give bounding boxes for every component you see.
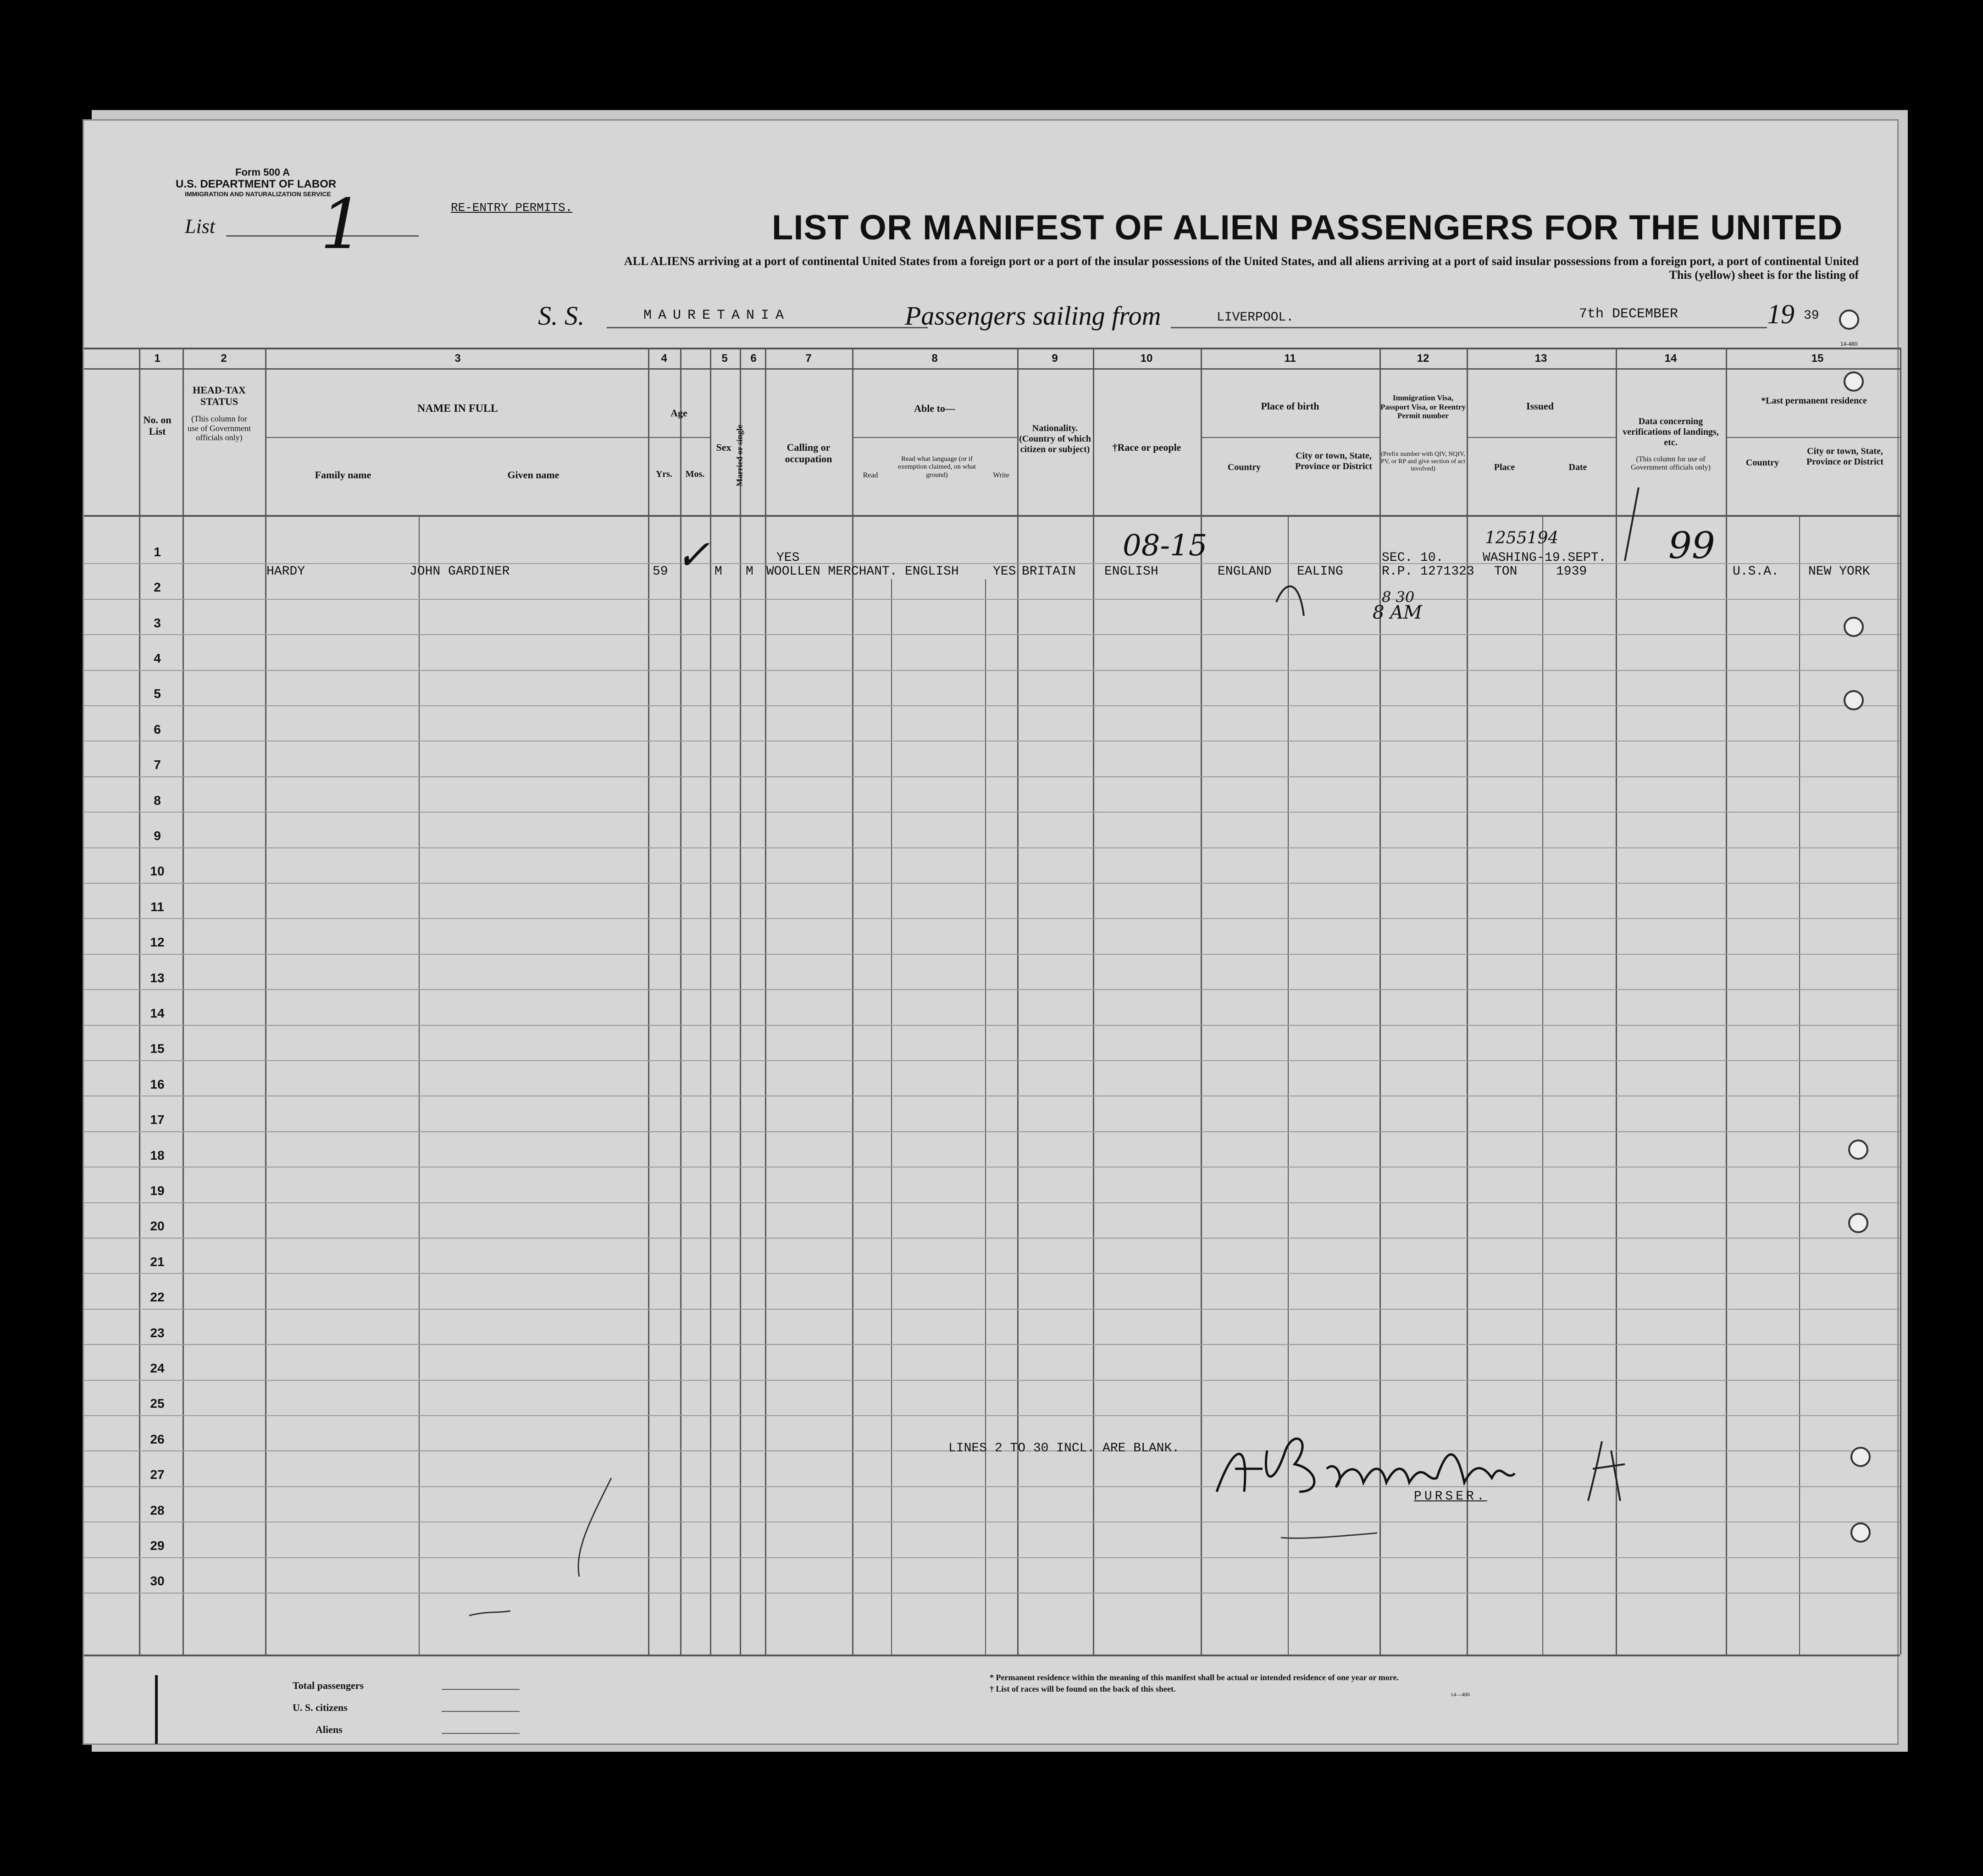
sailing-label: Passengers sailing from — [905, 301, 1161, 331]
footnote-1: * Permanent residence within the meaning of this manifest shall be actual or intended residence of one year or more. — [990, 1673, 1399, 1682]
header-family-name: Family name — [315, 469, 371, 481]
column-number: 14 — [1664, 352, 1677, 365]
row-number: 24 — [150, 1361, 165, 1375]
row-number: 27 — [150, 1467, 165, 1482]
row-number: 22 — [150, 1290, 165, 1304]
reentry-label: RE-ENTRY PERMITS. — [451, 201, 573, 215]
year-prefix: 19 — [1767, 299, 1795, 329]
header-write: Write — [993, 471, 1009, 479]
row-number: 17 — [150, 1112, 165, 1127]
total-passengers-label: Total passengers — [293, 1680, 364, 1691]
header-visa-note: (Prefix number with QIV, NQIV, PV, or RP and give section of act involved) — [1380, 451, 1466, 473]
column-number: 15 — [1811, 352, 1824, 365]
row-number: 14 — [150, 1006, 165, 1020]
row-number: 8 — [154, 793, 161, 808]
row-number: 10 — [150, 864, 165, 878]
footnote-code: 14—480 — [1451, 1691, 1470, 1698]
entry-age-yrs: 59 — [653, 564, 668, 579]
row-number: 29 — [150, 1538, 165, 1553]
aliens-label: Aliens — [316, 1724, 343, 1735]
purser-label: PURSER. — [1414, 1489, 1487, 1504]
row-number: 15 — [150, 1041, 165, 1056]
header-married: Married or single — [735, 425, 744, 487]
subtitle-2: This (yellow) sheet is for the listing of — [1669, 268, 1859, 282]
header-sex: Sex — [716, 442, 731, 453]
row-number: 26 — [150, 1432, 165, 1446]
header-data-verif: Data concerning verifications of landings, etc. — [1623, 416, 1719, 448]
header-issued: Issued — [1526, 400, 1554, 412]
department: U.S. DEPARTMENT OF LABOR — [176, 178, 337, 190]
header-issued-date: Date — [1568, 462, 1587, 472]
punch-hole — [1850, 1522, 1871, 1543]
row-number: 16 — [150, 1077, 165, 1091]
handwritten-time-a: 8 30 — [1382, 588, 1415, 606]
column-number: 10 — [1140, 352, 1153, 365]
column-number: 2 — [221, 352, 227, 365]
row-number: 12 — [150, 935, 165, 949]
punch-hole — [1844, 690, 1864, 710]
entry-occupation: WOOLLEN MERCHANT. — [766, 564, 897, 579]
handwritten-code-99: 99 — [1668, 524, 1715, 567]
column-number: 6 — [750, 352, 757, 365]
entry-nationality: BRITAIN — [1022, 564, 1076, 579]
form-number: Form 500 A — [235, 166, 290, 178]
header-calling: Calling or occupation — [785, 442, 832, 465]
row-number: 4 — [154, 651, 161, 665]
header-last-residence: *Last permanent residence — [1761, 396, 1867, 406]
entry-issued-date-1: 19.SEPT. — [1545, 551, 1606, 565]
entry-married: M — [746, 564, 753, 579]
header-race: †Race or people — [1112, 442, 1181, 453]
header-head-tax: HEAD-TAX STATUS — [193, 384, 246, 408]
row-number: 21 — [150, 1255, 165, 1269]
entry-race: ENGLISH — [1104, 564, 1158, 579]
header-read-language: Read what language (or if exemption claimed, on what ground) — [898, 455, 976, 479]
column-number: 3 — [454, 352, 461, 365]
header-yrs: Yrs. — [655, 469, 673, 479]
row-number: 30 — [150, 1574, 165, 1588]
entry-issued-place-2: TON — [1494, 564, 1518, 579]
entry-birth-city: EALING — [1297, 564, 1343, 579]
handwritten-code-visa: 1255194 — [1485, 529, 1559, 548]
blank-lines-note: LINES 2 TO 30 INCL. ARE BLANK. — [948, 1441, 1180, 1455]
header-able-to: Able to— — [914, 403, 955, 414]
punch-hole — [1844, 371, 1864, 392]
column-number: 8 — [931, 352, 938, 365]
column-number: 5 — [721, 352, 728, 365]
header-no-on-list: No. on List — [143, 414, 172, 437]
ss-label: S. S. — [538, 301, 585, 331]
punch-hole — [1848, 1213, 1868, 1233]
row-number: 13 — [150, 971, 165, 985]
entry-write: YES — [993, 564, 1016, 579]
hand-mark-left — [155, 1675, 158, 1744]
header-birth-country: Country — [1227, 462, 1261, 472]
punch-hole — [1848, 1140, 1868, 1160]
port: LIVERPOOL. — [1217, 310, 1294, 325]
row-number: 1 — [154, 545, 161, 559]
punch-hole — [1850, 1447, 1871, 1467]
handwritten-code-0815: 08-15 — [1123, 529, 1208, 563]
row-number: 25 — [150, 1396, 165, 1411]
row-number: 19 — [150, 1184, 165, 1198]
entry-family-name: HARDY — [266, 564, 305, 579]
punch-hole — [1844, 617, 1864, 637]
header-data-verif-note: (This column for use of Government officials only) — [1631, 455, 1711, 472]
header-issued-place: Place — [1494, 462, 1515, 472]
header-given-name: Given name — [507, 469, 559, 481]
column-number: 13 — [1534, 352, 1547, 365]
header-head-tax-note: (This column for use of Government officials only) — [188, 414, 251, 443]
page-title: LIST OR MANIFEST OF ALIEN PASSENGERS FOR THE UNITED — [772, 208, 1843, 247]
entry-birth-country: ENGLAND — [1218, 564, 1272, 579]
column-number: 9 — [1052, 352, 1058, 365]
entry-issued-date-2: 1939 — [1556, 564, 1587, 579]
entry-visa-line1: SEC. 10. — [1382, 551, 1444, 565]
header-place-of-birth: Place of birth — [1261, 400, 1319, 412]
header-birth-city: City or town, State, Province or District — [1295, 451, 1373, 471]
row-number: 28 — [150, 1503, 165, 1517]
column-number: 11 — [1284, 352, 1296, 365]
corner-code: 14-480 — [1840, 341, 1858, 347]
row-number: 9 — [154, 829, 161, 843]
ship-name: MAURETANIA — [643, 308, 791, 323]
header-name-in-full: NAME IN FULL — [417, 403, 498, 415]
entry-sex: M — [715, 564, 722, 579]
us-citizens-label: U. S. citizens — [293, 1702, 348, 1713]
header-read: Read — [863, 471, 878, 479]
column-number: 12 — [1417, 352, 1429, 365]
row-number: 2 — [154, 580, 161, 594]
header-age: Age — [670, 407, 687, 419]
header-mos: Mos. — [685, 469, 705, 479]
subtitle-1: ALL ALIENS arriving at a port of continental United States from a foreign port or a port of the insular possessions of the United States, and all aliens arriving at a port of said insular possessions from a foreign port, a port of continental United — [624, 255, 1859, 268]
row-number: 3 — [154, 616, 161, 630]
row-number: 20 — [150, 1219, 165, 1233]
sail-date: 7th DECEMBER — [1579, 306, 1678, 322]
entry-res-city: NEW YORK — [1808, 564, 1870, 579]
punch-hole — [1839, 310, 1859, 330]
entry-read: YES — [776, 551, 800, 565]
handwritten-checkmark: ✓ — [676, 531, 710, 579]
handwritten-time-b: 8 AM — [1373, 602, 1423, 623]
footnote-2: † List of races will be found on the back of this sheet. — [990, 1684, 1176, 1693]
column-number: 1 — [154, 352, 161, 365]
entry-language: ENGLISH — [905, 564, 959, 579]
year-suffix: 39 — [1804, 309, 1819, 323]
entry-res-country: U.S.A. — [1733, 564, 1779, 579]
header-visa: Immigration Visa, Passport Visa, or Reentry Permit number — [1380, 393, 1466, 421]
row-number: 11 — [150, 900, 164, 914]
manifest-sheet — [83, 119, 1899, 1745]
entry-issued-place-1: WASHING- — [1483, 551, 1545, 565]
column-number: 4 — [661, 352, 667, 365]
entry-visa-line2: R.P. 1271323 — [1382, 564, 1474, 579]
row-number: 6 — [154, 722, 161, 736]
list-number: 1 — [320, 185, 364, 265]
header-nationality: Nationality. (Country of which citizen or subject) — [1019, 423, 1091, 454]
column-number: 7 — [805, 352, 812, 365]
service: IMMIGRATION AND NATURALIZATION SERVICE — [185, 190, 331, 198]
row-number: 23 — [150, 1326, 165, 1340]
row-number: 18 — [150, 1148, 165, 1162]
header-res-city: City or town, State, Province or District — [1806, 446, 1884, 467]
row-number: 7 — [154, 758, 161, 772]
row-number: 5 — [154, 686, 161, 701]
list-label: List — [185, 215, 216, 238]
header-res-country: Country — [1745, 458, 1779, 468]
entry-given-name: JOHN GARDINER — [410, 564, 510, 579]
